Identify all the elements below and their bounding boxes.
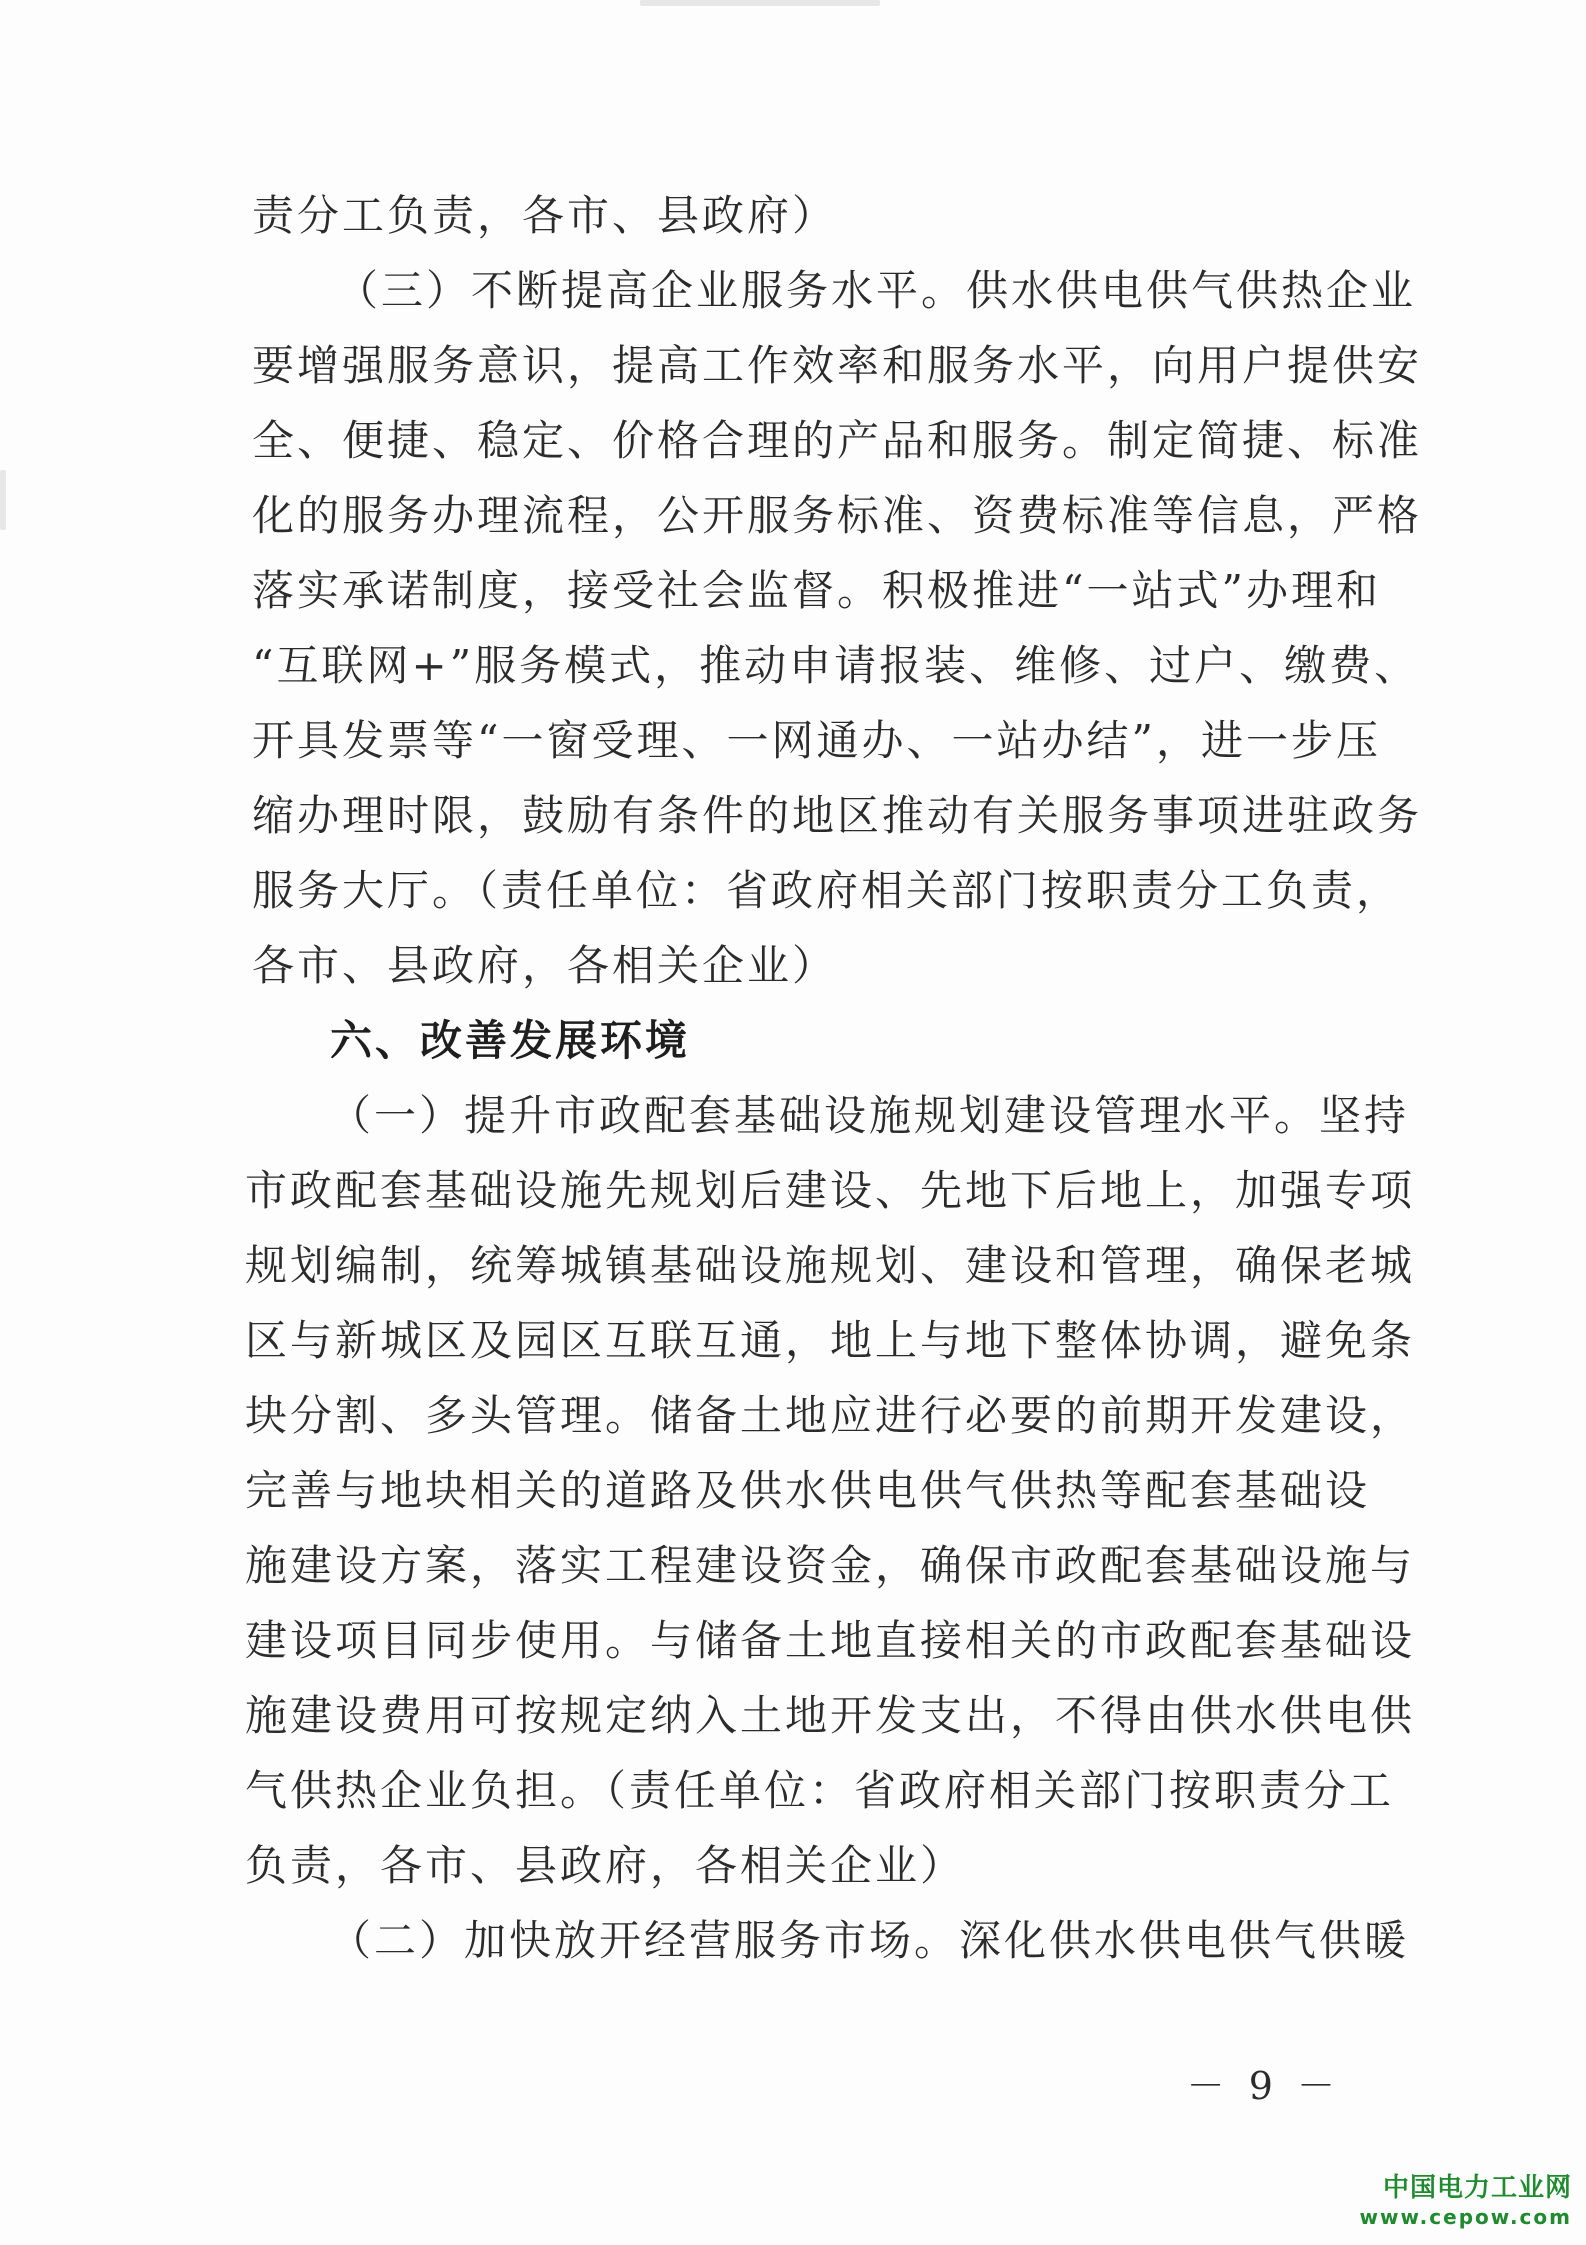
text-line: 区与新城区及园区互联互通，地上与地下整体协调，避免条 xyxy=(245,1316,1416,1365)
text-line: 要增强服务意识，提高工作效率和服务水平，向用户提供安 xyxy=(252,341,1423,390)
body-text-lower xyxy=(245,1078,1416,1978)
text-line: 负责，各市、县政府，各相关企业） xyxy=(245,1841,966,1890)
text-line: 规划编制，统筹城镇基础设施规划、建设和管理，确保老城 xyxy=(245,1241,1416,1290)
paragraph-start-line: （三）不断提高企业服务水平。供水供电供气供热企业 xyxy=(336,266,1417,315)
paragraph-start-line: （一）提升市政配套基础设施规划建设管理水平。坚持 xyxy=(329,1091,1410,1140)
text-line: 责分工负责，各市、县政府） xyxy=(252,191,838,240)
text-line: 各市、县政府，各相关企业） xyxy=(252,941,838,990)
text-line: 施建设方案，落实工程建设资金，确保市政配套基础设施与 xyxy=(245,1541,1416,1590)
watermark-site-name: 中国电力工业网 xyxy=(1382,2173,1572,2203)
page-number: － 9 － xyxy=(1186,2064,1341,2108)
text-line: 全、便捷、稳定、价格合理的产品和服务。制定简捷、标准 xyxy=(252,416,1423,465)
watermark-url: www.cepow.com xyxy=(1359,2205,1572,2229)
section-heading-block xyxy=(252,1003,1352,1078)
text-line: 市政配套基础设施先规划后建设、先地下后地上，加强专项 xyxy=(245,1166,1416,1215)
section-heading: 六、改善发展环境 xyxy=(330,1016,691,1065)
scan-artifact xyxy=(640,0,880,6)
text-line: 开具发票等“一窗受理、一网通办、一站办结”，进一步压 xyxy=(252,716,1381,765)
text-line: 气供热企业负担。（责任单位：省政府相关部门按职责分工 xyxy=(245,1766,1395,1815)
text-line: 化的服务办理流程，公开服务标准、资费标准等信息，严格 xyxy=(252,491,1423,540)
text-line: 缩办理时限，鼓励有条件的地区推动有关服务事项进驻政务 xyxy=(252,791,1423,840)
text-line: 完善与地块相关的道路及供水供电供气供热等配套基础设 xyxy=(245,1466,1371,1515)
text-line: 服务大厅。（责任单位：省政府相关部门按职责分工负责， xyxy=(252,866,1402,915)
text-line: 施建设费用可按规定纳入土地开发支出，不得由供水供电供 xyxy=(245,1691,1416,1740)
text-line: 块分割、多头管理。储备土地应进行必要的前期开发建设， xyxy=(245,1391,1416,1440)
scan-artifact xyxy=(0,470,6,530)
text-line: “互联网+”服务模式，推动申请报装、维修、过户、缴费、 xyxy=(252,641,1420,690)
body-text-upper xyxy=(252,178,1423,1003)
text-line: 建设项目同步使用。与储备土地直接相关的市政配套基础设 xyxy=(245,1616,1416,1665)
site-watermark xyxy=(1360,2172,1572,2230)
text-line: 落实承诺制度，接受社会监督。积极推进“一站式”办理和 xyxy=(252,566,1381,615)
paragraph-start-line: （二）加快放开经营服务市场。深化供水供电供气供暖 xyxy=(329,1916,1410,1965)
